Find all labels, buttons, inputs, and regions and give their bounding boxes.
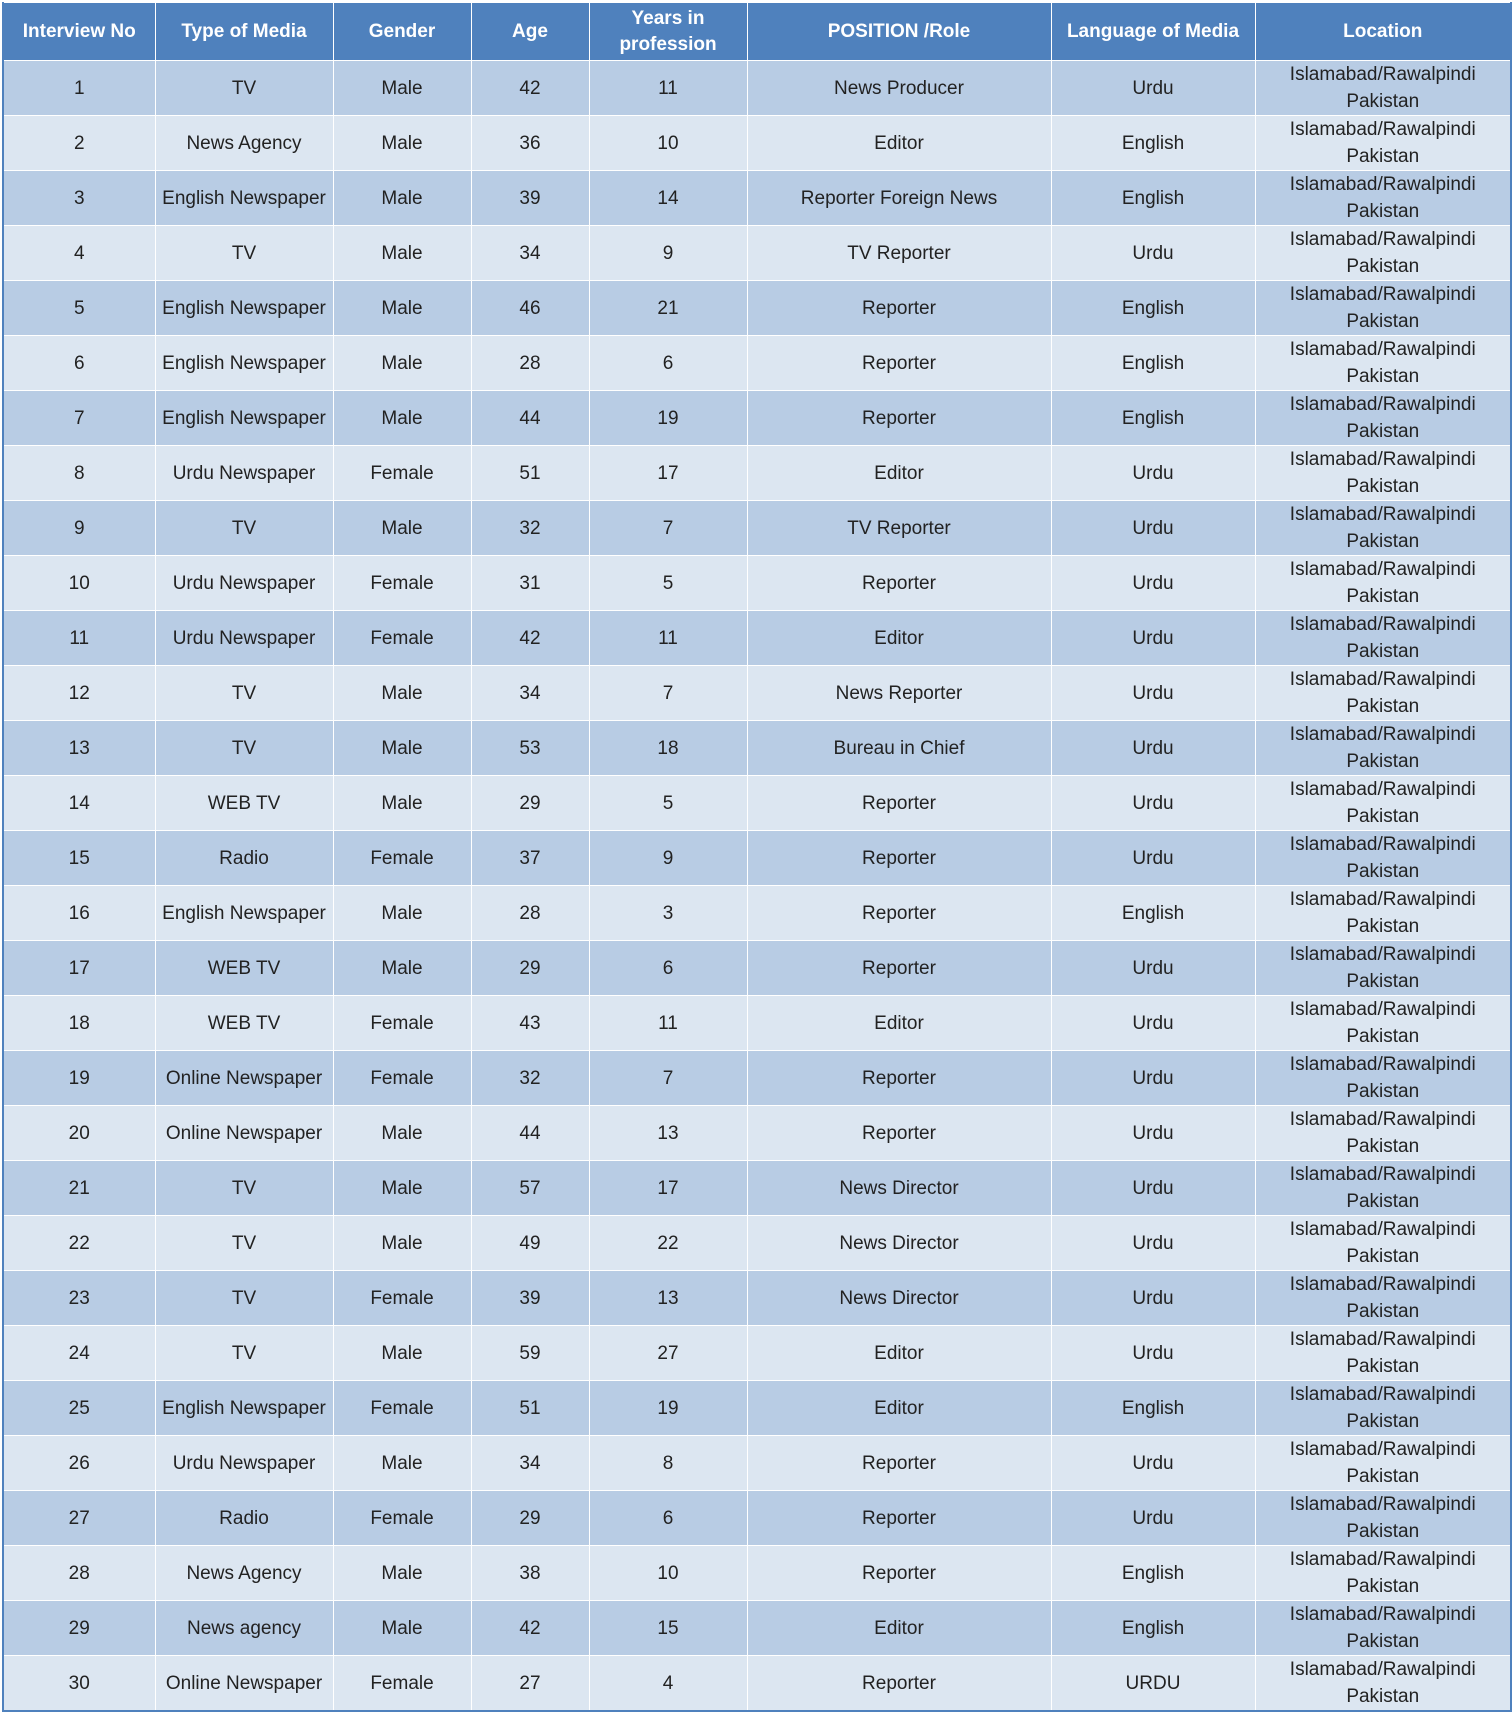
- cell-language-of-media: Urdu: [1051, 776, 1255, 831]
- table-row: [3, 1601, 1511, 1656]
- cell-interview-no: 27: [3, 1491, 155, 1546]
- cell-age: 59: [471, 1326, 589, 1381]
- table-row: [3, 1546, 1511, 1601]
- table-row: [3, 1216, 1511, 1271]
- cell-type-of-media: Online Newspaper: [155, 1106, 333, 1161]
- cell-age: 42: [471, 61, 589, 116]
- table-row: [3, 1491, 1511, 1546]
- header-language-of-media: Language of Media: [1051, 3, 1255, 61]
- cell-gender: Female: [333, 1051, 471, 1106]
- cell-type-of-media: TV: [155, 501, 333, 556]
- cell-language-of-media: English: [1051, 1381, 1255, 1436]
- cell-years-in-profession: 5: [589, 776, 747, 831]
- cell-interview-no: 3: [3, 171, 155, 226]
- cell-location: Islamabad/Rawalpindi Pakistan: [1255, 666, 1511, 721]
- cell-type-of-media: News Agency: [155, 116, 333, 171]
- cell-language-of-media: Urdu: [1051, 721, 1255, 776]
- cell-type-of-media: TV: [155, 1216, 333, 1271]
- cell-position-role: Editor: [747, 116, 1051, 171]
- cell-language-of-media: English: [1051, 336, 1255, 391]
- cell-years-in-profession: 11: [589, 996, 747, 1051]
- cell-interview-no: 11: [3, 611, 155, 666]
- cell-interview-no: 9: [3, 501, 155, 556]
- cell-years-in-profession: 19: [589, 1381, 747, 1436]
- cell-location: Islamabad/Rawalpindi Pakistan: [1255, 61, 1511, 116]
- cell-location: Islamabad/Rawalpindi Pakistan: [1255, 1436, 1511, 1491]
- cell-interview-no: 8: [3, 446, 155, 501]
- cell-type-of-media: TV: [155, 666, 333, 721]
- cell-interview-no: 12: [3, 666, 155, 721]
- table-row: [3, 336, 1511, 391]
- cell-type-of-media: Radio: [155, 1491, 333, 1546]
- cell-gender: Female: [333, 446, 471, 501]
- cell-years-in-profession: 11: [589, 61, 747, 116]
- cell-interview-no: 16: [3, 886, 155, 941]
- cell-type-of-media: TV: [155, 1271, 333, 1326]
- cell-gender: Female: [333, 996, 471, 1051]
- cell-position-role: Reporter: [747, 391, 1051, 446]
- table-row: [3, 556, 1511, 611]
- cell-age: 37: [471, 831, 589, 886]
- cell-interview-no: 21: [3, 1161, 155, 1216]
- cell-position-role: Reporter: [747, 556, 1051, 611]
- cell-interview-no: 24: [3, 1326, 155, 1381]
- cell-gender: Male: [333, 1106, 471, 1161]
- cell-age: 34: [471, 1436, 589, 1491]
- cell-years-in-profession: 17: [589, 1161, 747, 1216]
- cell-position-role: Reporter Foreign News: [747, 171, 1051, 226]
- cell-years-in-profession: 14: [589, 171, 747, 226]
- cell-years-in-profession: 3: [589, 886, 747, 941]
- cell-age: 29: [471, 1491, 589, 1546]
- cell-type-of-media: Urdu Newspaper: [155, 556, 333, 611]
- cell-gender: Male: [333, 941, 471, 996]
- interview-table-container: [2, 2, 1510, 1712]
- header-row: [3, 3, 1511, 61]
- cell-gender: Female: [333, 1656, 471, 1712]
- cell-age: 27: [471, 1656, 589, 1712]
- cell-location: Islamabad/Rawalpindi Pakistan: [1255, 721, 1511, 776]
- cell-interview-no: 22: [3, 1216, 155, 1271]
- table-row: [3, 446, 1511, 501]
- table-row: [3, 1051, 1511, 1106]
- header-gender: Gender: [333, 3, 471, 61]
- cell-language-of-media: English: [1051, 281, 1255, 336]
- cell-position-role: Bureau in Chief: [747, 721, 1051, 776]
- cell-gender: Female: [333, 1381, 471, 1436]
- header-location: Location: [1255, 3, 1511, 61]
- header-age: Age: [471, 3, 589, 61]
- interview-table: [2, 2, 1512, 1712]
- cell-language-of-media: Urdu: [1051, 501, 1255, 556]
- cell-language-of-media: English: [1051, 1601, 1255, 1656]
- cell-interview-no: 20: [3, 1106, 155, 1161]
- cell-position-role: Editor: [747, 1381, 1051, 1436]
- cell-gender: Male: [333, 391, 471, 446]
- cell-location: Islamabad/Rawalpindi Pakistan: [1255, 281, 1511, 336]
- cell-age: 29: [471, 776, 589, 831]
- cell-age: 51: [471, 446, 589, 501]
- cell-location: Islamabad/Rawalpindi Pakistan: [1255, 1656, 1511, 1712]
- cell-age: 34: [471, 226, 589, 281]
- cell-type-of-media: WEB TV: [155, 776, 333, 831]
- cell-years-in-profession: 9: [589, 831, 747, 886]
- cell-location: Islamabad/Rawalpindi Pakistan: [1255, 1216, 1511, 1271]
- cell-location: Islamabad/Rawalpindi Pakistan: [1255, 996, 1511, 1051]
- cell-location: Islamabad/Rawalpindi Pakistan: [1255, 391, 1511, 446]
- cell-years-in-profession: 18: [589, 721, 747, 776]
- cell-age: 44: [471, 1106, 589, 1161]
- cell-years-in-profession: 9: [589, 226, 747, 281]
- cell-years-in-profession: 10: [589, 1546, 747, 1601]
- cell-years-in-profession: 8: [589, 1436, 747, 1491]
- cell-language-of-media: URDU: [1051, 1656, 1255, 1712]
- cell-interview-no: 7: [3, 391, 155, 446]
- cell-age: 29: [471, 941, 589, 996]
- cell-position-role: Reporter: [747, 941, 1051, 996]
- cell-interview-no: 2: [3, 116, 155, 171]
- cell-gender: Male: [333, 226, 471, 281]
- cell-age: 32: [471, 1051, 589, 1106]
- cell-gender: Male: [333, 1216, 471, 1271]
- cell-language-of-media: Urdu: [1051, 446, 1255, 501]
- table-row: [3, 1656, 1511, 1712]
- cell-language-of-media: English: [1051, 391, 1255, 446]
- table-row: [3, 1271, 1511, 1326]
- cell-location: Islamabad/Rawalpindi Pakistan: [1255, 1051, 1511, 1106]
- cell-position-role: Reporter: [747, 1436, 1051, 1491]
- cell-interview-no: 18: [3, 996, 155, 1051]
- cell-type-of-media: Online Newspaper: [155, 1051, 333, 1106]
- cell-interview-no: 6: [3, 336, 155, 391]
- table-row: [3, 611, 1511, 666]
- cell-interview-no: 25: [3, 1381, 155, 1436]
- cell-language-of-media: Urdu: [1051, 226, 1255, 281]
- cell-position-role: News Director: [747, 1216, 1051, 1271]
- cell-location: Islamabad/Rawalpindi Pakistan: [1255, 941, 1511, 996]
- cell-interview-no: 14: [3, 776, 155, 831]
- cell-years-in-profession: 19: [589, 391, 747, 446]
- cell-type-of-media: Radio: [155, 831, 333, 886]
- cell-interview-no: 10: [3, 556, 155, 611]
- cell-location: Islamabad/Rawalpindi Pakistan: [1255, 886, 1511, 941]
- cell-years-in-profession: 13: [589, 1271, 747, 1326]
- table-body: [3, 61, 1511, 1712]
- cell-gender: Female: [333, 1271, 471, 1326]
- cell-position-role: Reporter: [747, 1491, 1051, 1546]
- cell-interview-no: 26: [3, 1436, 155, 1491]
- cell-position-role: News Director: [747, 1271, 1051, 1326]
- cell-years-in-profession: 4: [589, 1656, 747, 1712]
- cell-language-of-media: Urdu: [1051, 556, 1255, 611]
- cell-years-in-profession: 22: [589, 1216, 747, 1271]
- cell-location: Islamabad/Rawalpindi Pakistan: [1255, 776, 1511, 831]
- table-row: [3, 501, 1511, 556]
- cell-location: Islamabad/Rawalpindi Pakistan: [1255, 1326, 1511, 1381]
- cell-interview-no: 1: [3, 61, 155, 116]
- cell-gender: Male: [333, 281, 471, 336]
- table-row: [3, 391, 1511, 446]
- header-years-in-profession: Years in profession: [589, 3, 747, 61]
- cell-age: 28: [471, 886, 589, 941]
- cell-type-of-media: TV: [155, 226, 333, 281]
- cell-location: Islamabad/Rawalpindi Pakistan: [1255, 611, 1511, 666]
- cell-type-of-media: Urdu Newspaper: [155, 611, 333, 666]
- cell-age: 43: [471, 996, 589, 1051]
- cell-gender: Male: [333, 501, 471, 556]
- cell-interview-no: 30: [3, 1656, 155, 1712]
- cell-years-in-profession: 17: [589, 446, 747, 501]
- cell-position-role: Reporter: [747, 1546, 1051, 1601]
- cell-location: Islamabad/Rawalpindi Pakistan: [1255, 171, 1511, 226]
- cell-gender: Male: [333, 336, 471, 391]
- cell-interview-no: 13: [3, 721, 155, 776]
- table-row: [3, 721, 1511, 776]
- cell-position-role: Reporter: [747, 776, 1051, 831]
- cell-type-of-media: English Newspaper: [155, 1381, 333, 1436]
- cell-interview-no: 28: [3, 1546, 155, 1601]
- cell-type-of-media: Urdu Newspaper: [155, 1436, 333, 1491]
- cell-type-of-media: Online Newspaper: [155, 1656, 333, 1712]
- cell-position-role: News Director: [747, 1161, 1051, 1216]
- cell-years-in-profession: 7: [589, 1051, 747, 1106]
- cell-age: 36: [471, 116, 589, 171]
- table-row: [3, 281, 1511, 336]
- cell-position-role: Reporter: [747, 1106, 1051, 1161]
- cell-age: 32: [471, 501, 589, 556]
- cell-language-of-media: English: [1051, 1546, 1255, 1601]
- cell-position-role: TV Reporter: [747, 226, 1051, 281]
- cell-language-of-media: Urdu: [1051, 1491, 1255, 1546]
- cell-type-of-media: English Newspaper: [155, 171, 333, 226]
- table-row: [3, 831, 1511, 886]
- cell-language-of-media: English: [1051, 116, 1255, 171]
- cell-interview-no: 19: [3, 1051, 155, 1106]
- table-row: [3, 1326, 1511, 1381]
- cell-position-role: Reporter: [747, 886, 1051, 941]
- cell-years-in-profession: 6: [589, 1491, 747, 1546]
- cell-position-role: News Producer: [747, 61, 1051, 116]
- table-row: [3, 171, 1511, 226]
- cell-gender: Male: [333, 1326, 471, 1381]
- cell-type-of-media: TV: [155, 721, 333, 776]
- cell-type-of-media: English Newspaper: [155, 336, 333, 391]
- cell-location: Islamabad/Rawalpindi Pakistan: [1255, 831, 1511, 886]
- cell-position-role: Reporter: [747, 1051, 1051, 1106]
- cell-interview-no: 15: [3, 831, 155, 886]
- cell-type-of-media: TV: [155, 61, 333, 116]
- cell-age: 28: [471, 336, 589, 391]
- cell-gender: Male: [333, 886, 471, 941]
- cell-gender: Male: [333, 116, 471, 171]
- cell-years-in-profession: 27: [589, 1326, 747, 1381]
- cell-gender: Male: [333, 1161, 471, 1216]
- cell-language-of-media: Urdu: [1051, 1271, 1255, 1326]
- cell-interview-no: 5: [3, 281, 155, 336]
- cell-language-of-media: Urdu: [1051, 1216, 1255, 1271]
- header-position-role: POSITION /Role: [747, 3, 1051, 61]
- cell-position-role: Editor: [747, 1326, 1051, 1381]
- cell-years-in-profession: 7: [589, 501, 747, 556]
- cell-location: Islamabad/Rawalpindi Pakistan: [1255, 501, 1511, 556]
- cell-interview-no: 23: [3, 1271, 155, 1326]
- cell-location: Islamabad/Rawalpindi Pakistan: [1255, 1106, 1511, 1161]
- cell-age: 46: [471, 281, 589, 336]
- cell-type-of-media: English Newspaper: [155, 391, 333, 446]
- cell-years-in-profession: 5: [589, 556, 747, 611]
- cell-age: 44: [471, 391, 589, 446]
- cell-type-of-media: English Newspaper: [155, 281, 333, 336]
- cell-language-of-media: Urdu: [1051, 1326, 1255, 1381]
- table-row: [3, 226, 1511, 281]
- cell-interview-no: 4: [3, 226, 155, 281]
- cell-location: Islamabad/Rawalpindi Pakistan: [1255, 1161, 1511, 1216]
- cell-language-of-media: English: [1051, 886, 1255, 941]
- cell-language-of-media: Urdu: [1051, 1051, 1255, 1106]
- cell-gender: Male: [333, 1601, 471, 1656]
- table-row: [3, 1436, 1511, 1491]
- cell-language-of-media: Urdu: [1051, 1161, 1255, 1216]
- cell-position-role: Reporter: [747, 281, 1051, 336]
- cell-gender: Female: [333, 831, 471, 886]
- table-row: [3, 61, 1511, 116]
- cell-interview-no: 29: [3, 1601, 155, 1656]
- cell-gender: Female: [333, 556, 471, 611]
- cell-position-role: Editor: [747, 611, 1051, 666]
- cell-position-role: Reporter: [747, 831, 1051, 886]
- table-row: [3, 941, 1511, 996]
- cell-position-role: Editor: [747, 446, 1051, 501]
- cell-years-in-profession: 21: [589, 281, 747, 336]
- cell-years-in-profession: 10: [589, 116, 747, 171]
- table-header: [3, 3, 1511, 61]
- cell-type-of-media: WEB TV: [155, 996, 333, 1051]
- cell-gender: Male: [333, 1546, 471, 1601]
- cell-age: 53: [471, 721, 589, 776]
- cell-location: Islamabad/Rawalpindi Pakistan: [1255, 116, 1511, 171]
- cell-years-in-profession: 6: [589, 941, 747, 996]
- cell-gender: Male: [333, 61, 471, 116]
- cell-location: Islamabad/Rawalpindi Pakistan: [1255, 446, 1511, 501]
- cell-language-of-media: English: [1051, 171, 1255, 226]
- table-row: [3, 1161, 1511, 1216]
- cell-location: Islamabad/Rawalpindi Pakistan: [1255, 1546, 1511, 1601]
- cell-type-of-media: TV: [155, 1326, 333, 1381]
- cell-language-of-media: Urdu: [1051, 941, 1255, 996]
- cell-years-in-profession: 11: [589, 611, 747, 666]
- cell-language-of-media: Urdu: [1051, 831, 1255, 886]
- table-row: [3, 886, 1511, 941]
- cell-position-role: Reporter: [747, 1656, 1051, 1712]
- cell-type-of-media: English Newspaper: [155, 886, 333, 941]
- cell-position-role: News Reporter: [747, 666, 1051, 721]
- cell-location: Islamabad/Rawalpindi Pakistan: [1255, 1381, 1511, 1436]
- cell-age: 57: [471, 1161, 589, 1216]
- cell-gender: Female: [333, 611, 471, 666]
- cell-age: 39: [471, 1271, 589, 1326]
- cell-age: 51: [471, 1381, 589, 1436]
- cell-type-of-media: TV: [155, 1161, 333, 1216]
- cell-language-of-media: Urdu: [1051, 1106, 1255, 1161]
- cell-language-of-media: Urdu: [1051, 1436, 1255, 1491]
- cell-years-in-profession: 6: [589, 336, 747, 391]
- cell-years-in-profession: 13: [589, 1106, 747, 1161]
- cell-type-of-media: News agency: [155, 1601, 333, 1656]
- cell-language-of-media: Urdu: [1051, 666, 1255, 721]
- cell-age: 38: [471, 1546, 589, 1601]
- cell-type-of-media: WEB TV: [155, 941, 333, 996]
- cell-type-of-media: News Agency: [155, 1546, 333, 1601]
- cell-position-role: Reporter: [747, 336, 1051, 391]
- table-row: [3, 1106, 1511, 1161]
- cell-location: Islamabad/Rawalpindi Pakistan: [1255, 1271, 1511, 1326]
- cell-type-of-media: Urdu Newspaper: [155, 446, 333, 501]
- cell-location: Islamabad/Rawalpindi Pakistan: [1255, 556, 1511, 611]
- cell-position-role: Editor: [747, 996, 1051, 1051]
- cell-gender: Male: [333, 721, 471, 776]
- cell-position-role: TV Reporter: [747, 501, 1051, 556]
- table-row: [3, 996, 1511, 1051]
- cell-years-in-profession: 15: [589, 1601, 747, 1656]
- cell-gender: Male: [333, 171, 471, 226]
- table-row: [3, 116, 1511, 171]
- cell-language-of-media: Urdu: [1051, 611, 1255, 666]
- cell-position-role: Editor: [747, 1601, 1051, 1656]
- cell-age: 39: [471, 171, 589, 226]
- cell-location: Islamabad/Rawalpindi Pakistan: [1255, 1601, 1511, 1656]
- cell-location: Islamabad/Rawalpindi Pakistan: [1255, 336, 1511, 391]
- table-row: [3, 776, 1511, 831]
- cell-location: Islamabad/Rawalpindi Pakistan: [1255, 226, 1511, 281]
- table-row: [3, 666, 1511, 721]
- header-type-of-media: Type of Media: [155, 3, 333, 61]
- cell-age: 49: [471, 1216, 589, 1271]
- header-interview-no: Interview No: [3, 3, 155, 61]
- cell-gender: Male: [333, 776, 471, 831]
- cell-language-of-media: Urdu: [1051, 996, 1255, 1051]
- cell-age: 31: [471, 556, 589, 611]
- cell-age: 34: [471, 666, 589, 721]
- cell-location: Islamabad/Rawalpindi Pakistan: [1255, 1491, 1511, 1546]
- cell-gender: Female: [333, 1491, 471, 1546]
- cell-age: 42: [471, 611, 589, 666]
- cell-gender: Male: [333, 1436, 471, 1491]
- cell-language-of-media: Urdu: [1051, 61, 1255, 116]
- cell-years-in-profession: 7: [589, 666, 747, 721]
- table-row: [3, 1381, 1511, 1436]
- cell-interview-no: 17: [3, 941, 155, 996]
- cell-age: 42: [471, 1601, 589, 1656]
- cell-gender: Male: [333, 666, 471, 721]
